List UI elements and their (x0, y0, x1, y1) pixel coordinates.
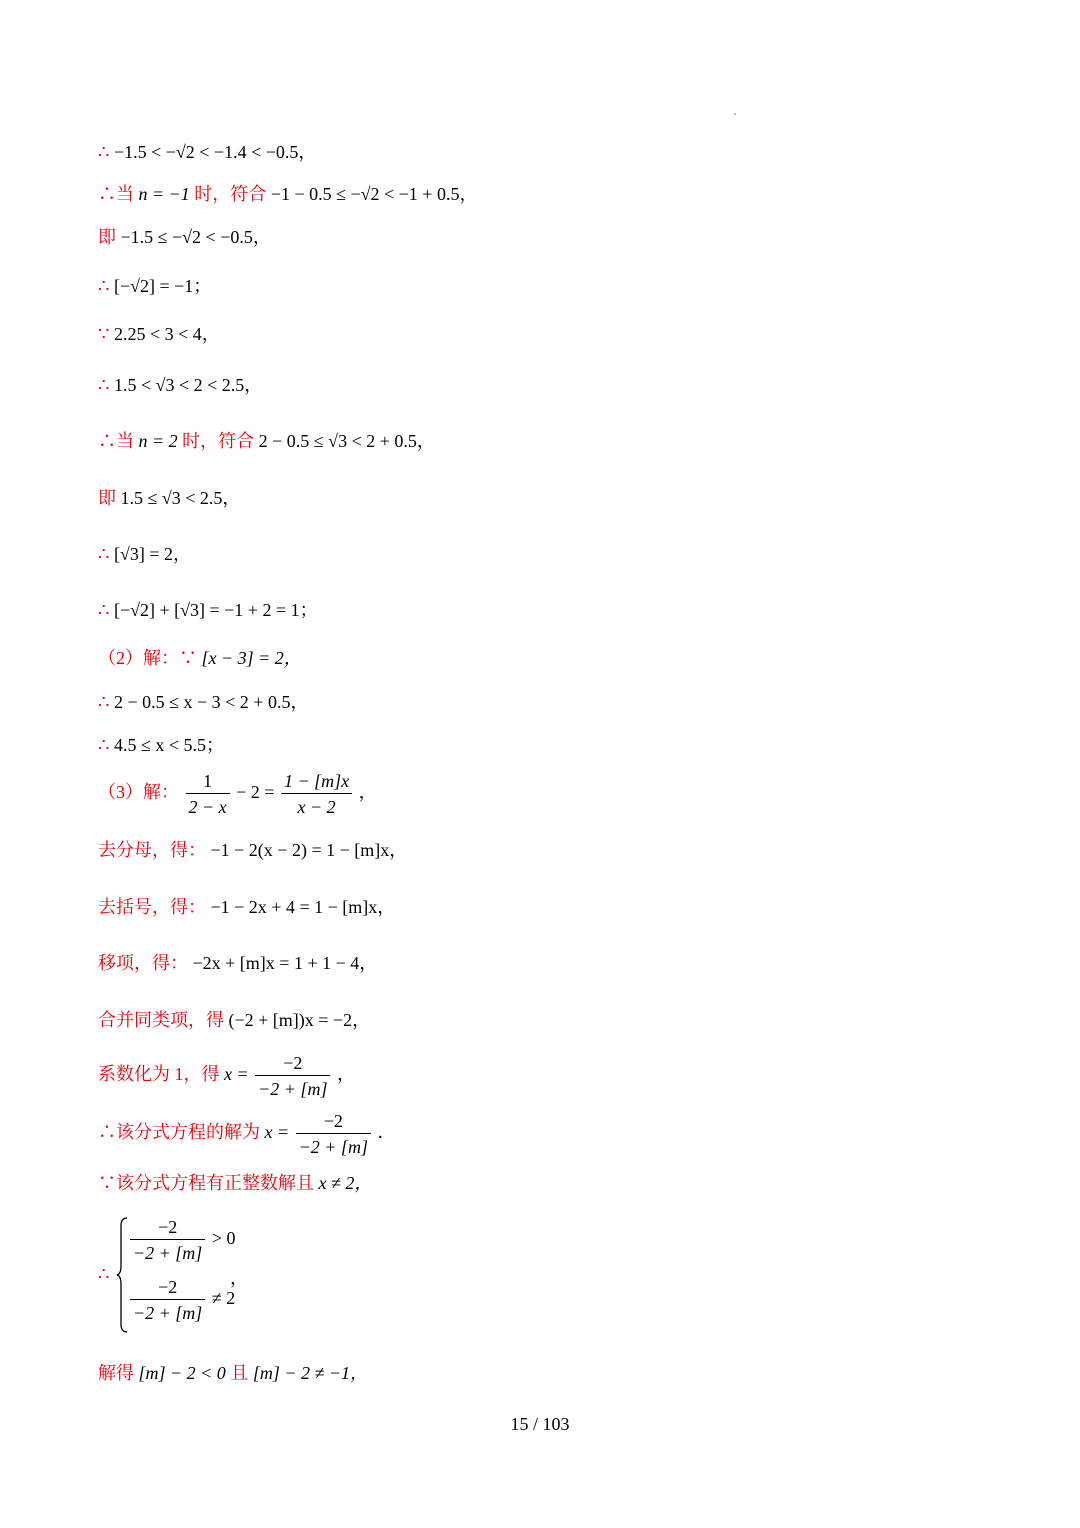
therefore-mark: ∴当 (98, 431, 134, 451)
part-label: （2）解：∵ (98, 648, 197, 668)
math-expression: −2x + [m]x = 1 + 1 − 4， (192, 953, 378, 973)
numerator: −2 (323, 1110, 343, 1131)
math-lhs: x = (264, 1122, 290, 1142)
numerator: −2 (283, 1052, 303, 1073)
step-label: 去分母，得： (98, 840, 206, 860)
numerator: 1 (203, 770, 213, 791)
page-number: 15 / 103 (510, 1414, 570, 1434)
line-11 (98, 646, 302, 670)
namely-mark: 即 (98, 227, 116, 247)
math-expression: 1.5 < √3 < 2 < 2.5， (113, 375, 263, 395)
line-22 (98, 1361, 368, 1385)
n-value: n = −1 (138, 184, 190, 204)
line-9 (98, 542, 191, 566)
fraction (281, 770, 352, 818)
fraction (186, 770, 230, 818)
line-8 (98, 486, 240, 510)
denominator: −2 + [m] (130, 1299, 205, 1324)
line-18 (98, 1008, 370, 1032)
math-expression: [√3] = 2， (113, 544, 191, 564)
line-1 (98, 140, 316, 164)
system-row-1 (128, 1216, 235, 1264)
because-mark: ∵ (98, 324, 110, 344)
denominator: −2 + [m] (296, 1133, 371, 1158)
math-expression: − 2 = (236, 782, 275, 802)
therefore-mark: ∴ (98, 375, 110, 395)
line-16 (98, 895, 395, 919)
scan-dot (734, 113, 736, 115)
math-expression: −1.5 ≤ −√2 < −0.5， (120, 227, 271, 247)
line-15 (98, 838, 407, 862)
fraction (255, 1052, 330, 1100)
math-expression: 4.5 ≤ x < 5.5； (113, 735, 224, 755)
system-row-2 (128, 1276, 235, 1324)
step-label: 移项，得： (98, 953, 188, 973)
denominator: 2 − x (186, 793, 230, 818)
line-5 (98, 322, 220, 346)
part-label: （3）解： (98, 782, 179, 802)
denominator: −2 + [m] (255, 1075, 330, 1100)
punctuation: ， (336, 1064, 355, 1084)
math-expression: 2 − 0.5 ≤ √3 < 2 + 0.5， (258, 431, 435, 451)
therefore-mark: ∴当 (98, 184, 134, 204)
math-expression: −1 − 2x + 4 = 1 − [m]x， (210, 897, 396, 917)
math-expression: [−√2] + [√3] = −1 + 2 = 1； (113, 600, 318, 620)
math-expression: 2 − 0.5 ≤ x − 3 < 2 + 0.5， (113, 692, 309, 712)
fraction (130, 1216, 205, 1264)
math-expression: (−2 + [m])x = −2， (228, 1010, 371, 1030)
step-label: 系数化为 1，得 (98, 1064, 220, 1084)
namely-mark: 即 (98, 488, 116, 508)
line-4 (98, 274, 211, 298)
math-expression: [x − 3] = 2， (201, 648, 302, 668)
step-label: ∵该分式方程有正整数解且 (98, 1173, 314, 1193)
punctuation: ， (358, 782, 377, 802)
relation: ≠ 2 (211, 1288, 236, 1309)
inequality-system (98, 1212, 298, 1336)
line-7 (98, 429, 435, 453)
step-label: 合并同类项，得 (98, 1010, 224, 1030)
denominator: x − 2 (281, 793, 352, 818)
numerator: −2 (158, 1277, 178, 1297)
math-expression: −1 − 0.5 ≤ −√2 < −1 + 0.5， (270, 184, 478, 204)
therefore-mark: ∴ (98, 276, 110, 296)
left-brace-icon (116, 1216, 128, 1334)
line-10 (98, 598, 318, 622)
numerator: −2 (158, 1217, 178, 1237)
math-lhs: x = (224, 1064, 249, 1084)
therefore-mark: ∴ (98, 544, 110, 564)
therefore-mark: ∴ (98, 735, 110, 755)
math-expression: −1.5 < −√2 < −1.4 < −0.5， (113, 142, 317, 162)
math-expression: −1 − 2(x − 2) = 1 − [m]x， (210, 840, 408, 860)
line-14 (98, 768, 377, 818)
math-expression: [m] − 2 < 0 (138, 1363, 226, 1383)
step-label: 解得 (98, 1363, 134, 1383)
therefore-mark: ∴ (98, 1264, 110, 1284)
relation: > 0 (211, 1228, 236, 1249)
step-label: ∴该分式方程的解为 (98, 1122, 260, 1142)
line-13 (98, 733, 224, 757)
fraction (130, 1276, 205, 1324)
denominator: −2 + [m] (130, 1239, 205, 1264)
math-expression: 1.5 ≤ √3 < 2.5， (120, 488, 241, 508)
text-fragment: 时，符合 (194, 184, 267, 204)
math-expression: [m] − 2 ≠ −1， (252, 1363, 368, 1383)
line-19 (98, 1050, 355, 1100)
line-21 (98, 1171, 372, 1195)
conjunction: 且 (230, 1363, 249, 1383)
line-17 (98, 951, 377, 975)
line-20 (98, 1108, 395, 1158)
therefore-mark: ∴ (98, 692, 110, 712)
therefore-mark: ∴ (98, 600, 110, 620)
line-12 (98, 690, 308, 714)
line-3 (98, 225, 271, 249)
fraction (296, 1110, 371, 1158)
line-6 (98, 373, 262, 397)
line-2 (98, 182, 477, 206)
numerator: 1 − [m]x (283, 770, 350, 791)
math-expression: [−√2] = −1； (113, 276, 212, 296)
punctuation: ． (377, 1122, 396, 1142)
n-value: n = 2 (138, 431, 178, 451)
therefore-mark: ∴ (98, 142, 110, 162)
math-expression: 2.25 < 3 < 4， (113, 324, 220, 344)
text-fragment: 时，符合 (182, 431, 255, 451)
step-label: 去括号，得： (98, 897, 206, 917)
punctuation: ， (230, 1268, 248, 1288)
math-expression: x ≠ 2， (318, 1173, 373, 1193)
